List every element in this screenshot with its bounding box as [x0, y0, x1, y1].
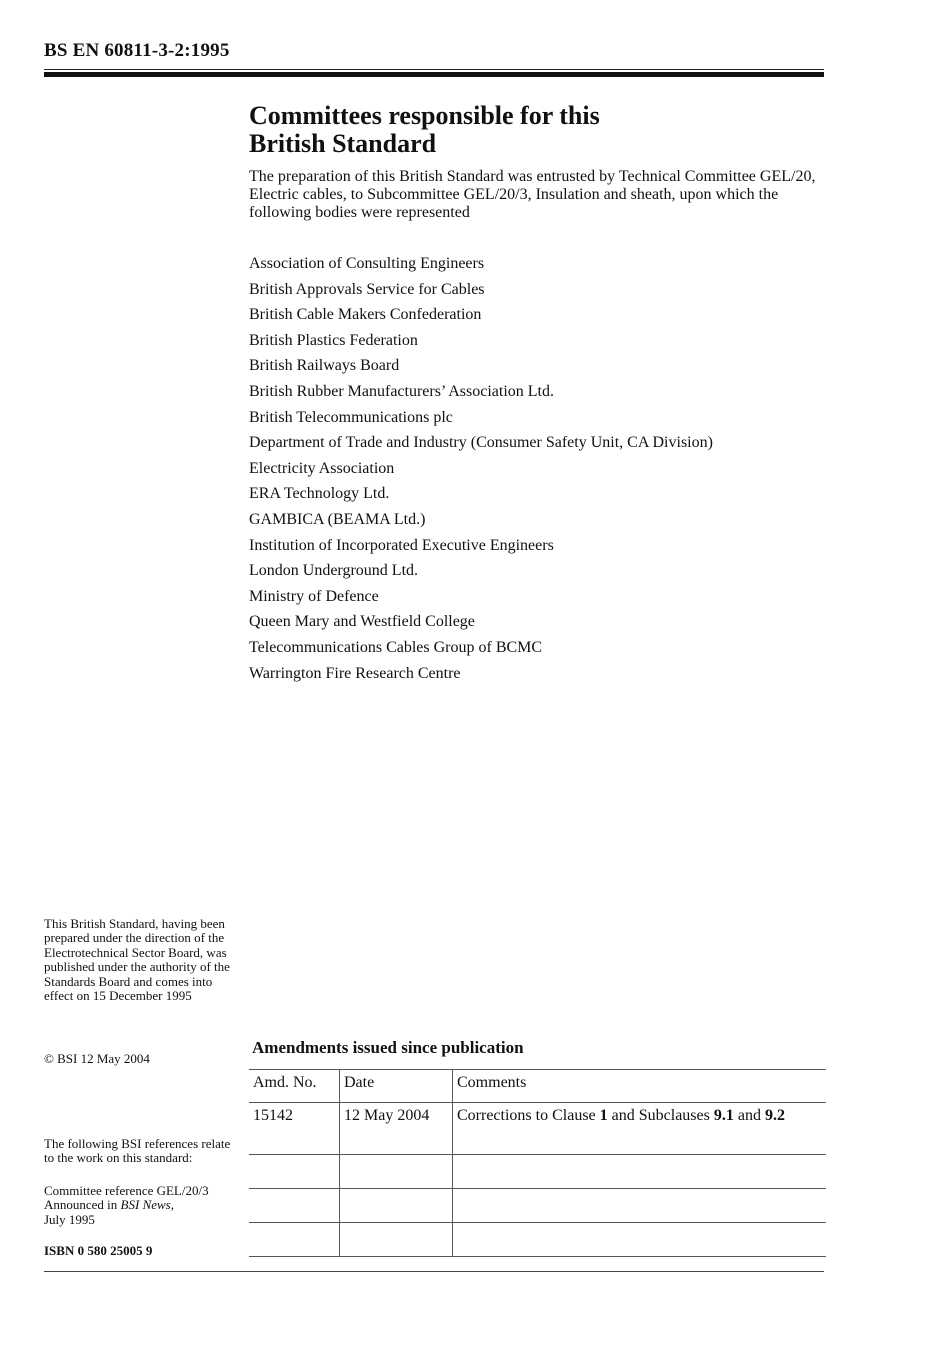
empty-cell [340, 1189, 453, 1223]
list-item: British Approvals Service for Cables [249, 280, 485, 298]
list-item: Electricity Association [249, 459, 395, 477]
document-code: BS EN 60811-3-2:1995 [44, 40, 230, 61]
empty-cell [249, 1155, 340, 1189]
announced-suffix: , [170, 1197, 174, 1213]
list-item: Ministry of Defence [249, 587, 379, 605]
table-row [249, 1189, 826, 1223]
cell-date: 12 May 2004 [340, 1103, 453, 1155]
references-intro: The following BSI references relate to the work on this standard: [44, 1136, 231, 1166]
references-block [44, 1184, 234, 1227]
empty-cell [453, 1223, 827, 1257]
comment-text-2: and Subclauses [607, 1107, 714, 1124]
list-item: Department of Trade and Industry (Consumer Safety Unit, CA Division) [249, 434, 713, 452]
empty-cell [453, 1155, 827, 1189]
bodies-list [249, 254, 713, 689]
list-item: British Railways Board [249, 357, 400, 375]
amendments-table [249, 1069, 826, 1257]
announced-date: July 1995 [44, 1211, 95, 1227]
empty-cell [340, 1155, 453, 1189]
empty-cell [249, 1223, 340, 1257]
table-row [249, 1223, 826, 1257]
list-item: Warrington Fire Research Centre [249, 664, 461, 682]
subclause-1: 9.1 [713, 1107, 734, 1124]
header-amd-no: Amd. No. [253, 1074, 317, 1091]
header-date: Date [340, 1070, 453, 1103]
list-item: British Rubber Manufacturers’ Association Ltd. [249, 382, 554, 400]
announcement-line [44, 1198, 234, 1212]
publication-note: This British Standard, having been prepared under the direction of the Electrotechnical Sector Board, was published under the authority of the Standards Board and comes into effect on 15 December 1995 [44, 916, 230, 1004]
announced-prefix: Announced in [44, 1197, 121, 1213]
comment-text-3: and [733, 1107, 765, 1124]
isbn: ISBN 0 580 25005 9 [44, 1243, 153, 1258]
list-item: Queen Mary and Westfield College [249, 613, 475, 631]
amendments-title: Amendments issued since publication [252, 1038, 524, 1057]
empty-cell [453, 1189, 827, 1223]
title-line-1: Committees responsible for this [249, 101, 600, 130]
clause-number: 1 [599, 1107, 608, 1124]
comment-text-1: Corrections to Clause [457, 1107, 600, 1124]
header-comments: Comments [453, 1070, 827, 1103]
header-rule-thin [44, 69, 824, 70]
page-title [249, 102, 809, 158]
header-rule-thick [44, 72, 824, 77]
list-item: GAMBICA (BEAMA Ltd.) [249, 510, 426, 528]
list-item: Association of Consulting Engineers [249, 255, 485, 272]
footer-rule [44, 1271, 824, 1272]
table-row [249, 1103, 826, 1155]
table-row [249, 1155, 826, 1189]
intro-paragraph: The preparation of this British Standard was entrusted by Technical Committee GEL/20, Electric cables, to Subcommittee GEL/20/3, Insulation and sheath, upon which the following bodies were represented [249, 168, 816, 221]
cell-comments [453, 1103, 827, 1155]
list-item: British Cable Makers Confederation [249, 306, 482, 324]
cell-amd-no: 15142 [253, 1107, 293, 1124]
list-item: British Telecommunications plc [249, 408, 453, 426]
committee-reference: Committee reference GEL/20/3 [44, 1183, 209, 1198]
empty-cell [249, 1189, 340, 1223]
subclause-2: 9.2 [764, 1107, 785, 1124]
copyright-note: © BSI 12 May 2004 [44, 1051, 150, 1066]
table-header-row [249, 1070, 826, 1103]
title-line-2: British Standard [249, 129, 437, 158]
list-item: Institution of Incorporated Executive Engineers [249, 536, 554, 554]
empty-cell [340, 1223, 453, 1257]
list-item: British Plastics Federation [249, 331, 418, 349]
announced-publication: BSI News [120, 1197, 171, 1213]
list-item: London Underground Ltd. [249, 562, 419, 580]
list-item: Telecommunications Cables Group of BCMC [249, 638, 543, 656]
list-item: ERA Technology Ltd. [249, 485, 390, 503]
